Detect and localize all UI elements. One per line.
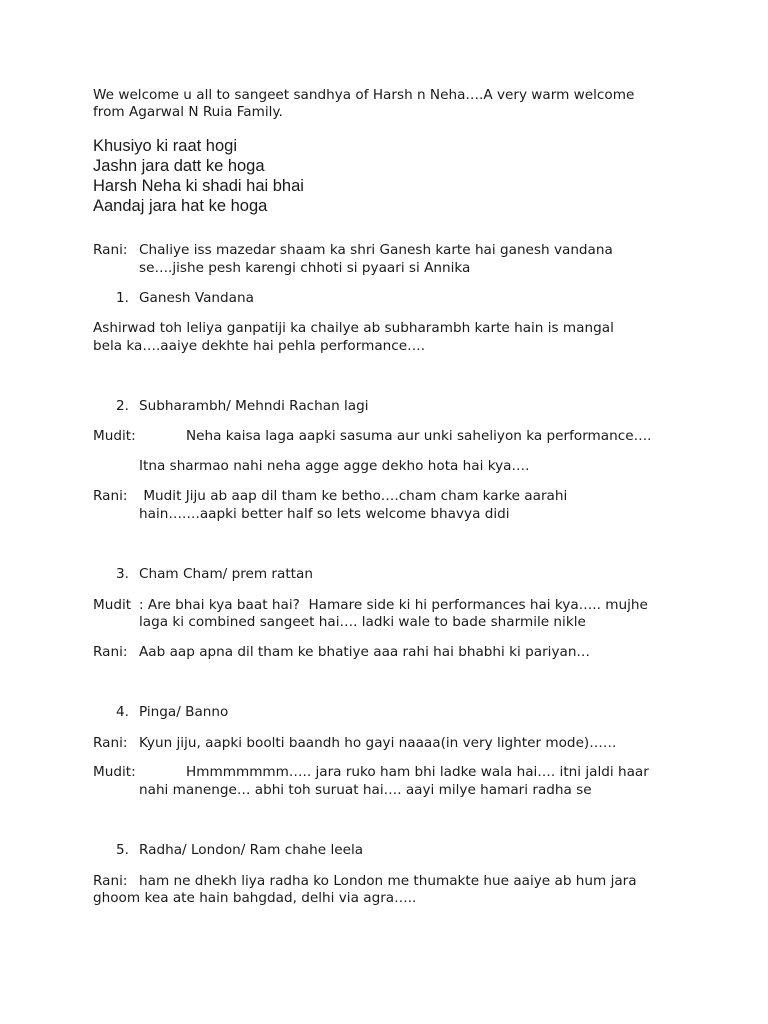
speaker-label: Rani: (93, 735, 128, 751)
speaker-label: Mudit: (93, 764, 136, 780)
list-item-title: Ganesh Vandana (139, 290, 254, 306)
list-number: 1. (116, 290, 129, 306)
dialogue-line: hain…….aapki better half so lets welcome bhavya didi (139, 506, 510, 522)
poem-line-4: Aandaj jara hat ke hoga (93, 197, 268, 215)
dialogue-line: Hmmmmmmm….. jara ruko ham bhi ladke wala hai…. itni jaldi haar (186, 764, 649, 780)
list-number: 5. (116, 842, 129, 858)
speaker-label: Rani: (93, 242, 128, 258)
dialogue-line: Chaliye iss mazedar shaam ka shri Ganesh karte hai ganesh vandana (139, 242, 613, 258)
dialogue-line: Itna sharmao nahi neha agge agge dekho hota hai kya…. (139, 458, 530, 474)
intro-line-2: from Agarwal N Ruia Family. (93, 104, 283, 120)
dialogue-line: Aab aap apna dil tham ke bhatiye aaa rahi hai bhabhi ki pariyan… (139, 644, 591, 660)
intro-line-1: We welcome u all to sangeet sandhya of Harsh n Neha….A very warm welcome (93, 87, 635, 103)
dialogue-line: : Are bhai kya baat hai? Hamare side ki hi performances hai kya….. mujhe (139, 597, 648, 613)
speaker-label: Mudit (93, 597, 132, 613)
dialogue-line: laga ki combined sangeet hai…. ladki wale to bade sharmile nikle (139, 614, 586, 630)
poem-line-3: Harsh Neha ki shadi hai bhai (93, 177, 304, 195)
dialogue-line: se….jishe pesh karengi chhoti si pyaari si Annika (139, 260, 471, 276)
dialogue-line: ghoom kea ate hain bahgdad, delhi via agra….. (93, 890, 417, 906)
poem-line-1: Khusiyo ki raat hogi (93, 137, 237, 155)
dialogue-line: ham ne dhekh liya radha ko London me thumakte hue aaiye ab hum jara (139, 873, 637, 889)
speaker-label: Mudit: (93, 428, 136, 444)
speaker-label: Rani: (93, 644, 128, 660)
poem-line-2: Jashn jara datt ke hoga (93, 157, 265, 175)
dialogue-line: nahi manenge… abhi toh suruat hai…. aayi milye hamari radha se (139, 782, 592, 798)
speaker-label: Rani: (93, 873, 128, 889)
list-number: 4. (116, 704, 129, 720)
list-number: 3. (116, 566, 129, 582)
paragraph-line: Ashirwad toh leliya ganpatiji ka chailye ab subharambh karte hain is mangal (93, 320, 614, 336)
speaker-label: Rani: (93, 488, 128, 504)
dialogue-line: Kyun jiju, aapki boolti baandh ho gayi naaaa(in very lighter mode)…… (139, 735, 617, 751)
paragraph-line: bela ka….aaiye dekhte hai pehla performance…. (93, 338, 426, 354)
list-number: 2. (116, 398, 129, 414)
dialogue-line: Neha kaisa laga aapki sasuma aur unki saheliyon ka performance…. (186, 428, 652, 444)
list-item-title: Radha/ London/ Ram chahe leela (139, 842, 364, 858)
dialogue-line: Mudit Jiju ab aap dil tham ke betho….cham cham karke aarahi (139, 488, 568, 504)
list-item-title: Subharambh/ Mehndi Rachan lagi (139, 398, 369, 414)
list-item-title: Pinga/ Banno (139, 704, 229, 720)
list-item-title: Cham Cham/ prem rattan (139, 566, 313, 582)
